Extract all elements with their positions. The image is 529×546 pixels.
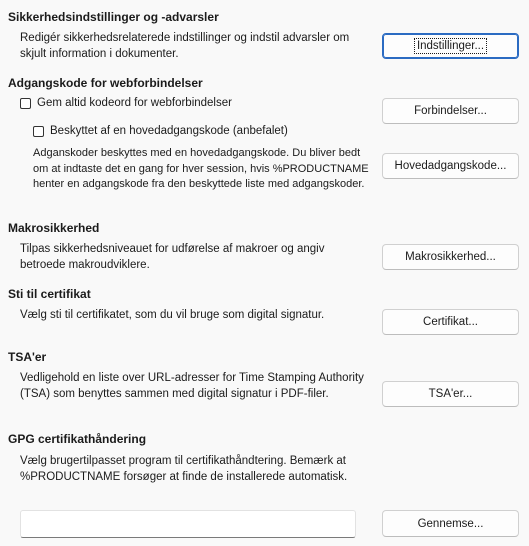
master-password-button-label: Hovedadgangskode... bbox=[394, 160, 507, 172]
master-password-checkbox[interactable] bbox=[33, 126, 44, 137]
gpg-section-title: GPG certifikathåndering bbox=[8, 432, 147, 446]
certificate-button-label: Certifikat... bbox=[423, 316, 478, 328]
macro-security-button[interactable] bbox=[382, 244, 519, 270]
save-passwords-checkbox[interactable] bbox=[20, 98, 31, 109]
master-password-checkbox-row[interactable] bbox=[33, 125, 288, 137]
connections-button[interactable] bbox=[382, 98, 519, 124]
connections-button-label: Forbindelser... bbox=[414, 105, 487, 117]
macro-description: Tilpas sikkerhedsniveauet for udførelse af makroer og angiv betroede makroudviklere. bbox=[20, 243, 325, 271]
security-options-button-label: Indstillinger... bbox=[416, 40, 485, 52]
cert-path-description: Vælg sti til certifikatet, som du vil bruge som digital signatur. bbox=[20, 309, 325, 321]
certificate-button[interactable] bbox=[382, 309, 519, 335]
browse-button-label: Gennemse... bbox=[417, 517, 484, 530]
browse-button[interactable] bbox=[382, 510, 519, 537]
cert-path-section-title: Sti til certifikat bbox=[8, 287, 91, 301]
gpg-path-input[interactable] bbox=[20, 510, 356, 538]
master-password-button[interactable] bbox=[382, 153, 519, 179]
macro-security-button-label: Makrosikkerhed... bbox=[405, 251, 496, 263]
master-password-description: Adganskoder beskyttes med en hovedadgangskode. Du bliver bedt om at indtaste det en gang for hver session, hvis %PRODUCTNAME henter en adgangskode fra den beskyttede liste med adgangskoder. bbox=[33, 147, 369, 190]
gpg-description: Vælg brugertilpasset program til certifikathåndtering. Bemærk at %PRODUCTNAME forsøger at finde de installerede automatisk. bbox=[20, 455, 348, 483]
macro-section-title: Makrosikkerhed bbox=[8, 221, 100, 235]
passwords-section-title: Adgangskode for webforbindelser bbox=[8, 76, 203, 90]
tsa-section-title: TSA'er bbox=[8, 350, 47, 364]
security-options-button[interactable] bbox=[382, 33, 519, 59]
tsa-button[interactable] bbox=[382, 381, 519, 407]
security-section-title: Sikkerhedsindstillinger og -advarsler bbox=[8, 10, 219, 24]
save-passwords-checkbox-row[interactable] bbox=[20, 97, 232, 109]
tsa-description: Vedligehold en liste over URL-adresser for Time Stamping Authority (TSA) som benyttes sammen med digital signatur i PDF-filer. bbox=[20, 372, 364, 400]
tsa-button-label: TSA'er... bbox=[428, 388, 473, 400]
master-password-label[interactable]: Beskyttet af en hovedadgangskode (anbefalet) bbox=[50, 125, 288, 137]
save-passwords-label[interactable]: Gem altid kodeord for webforbindelser bbox=[37, 97, 232, 109]
security-description: Redigér sikkerhedsrelaterede indstillinger og indstil advarsler om skjult information i dokumenter. bbox=[20, 32, 350, 60]
